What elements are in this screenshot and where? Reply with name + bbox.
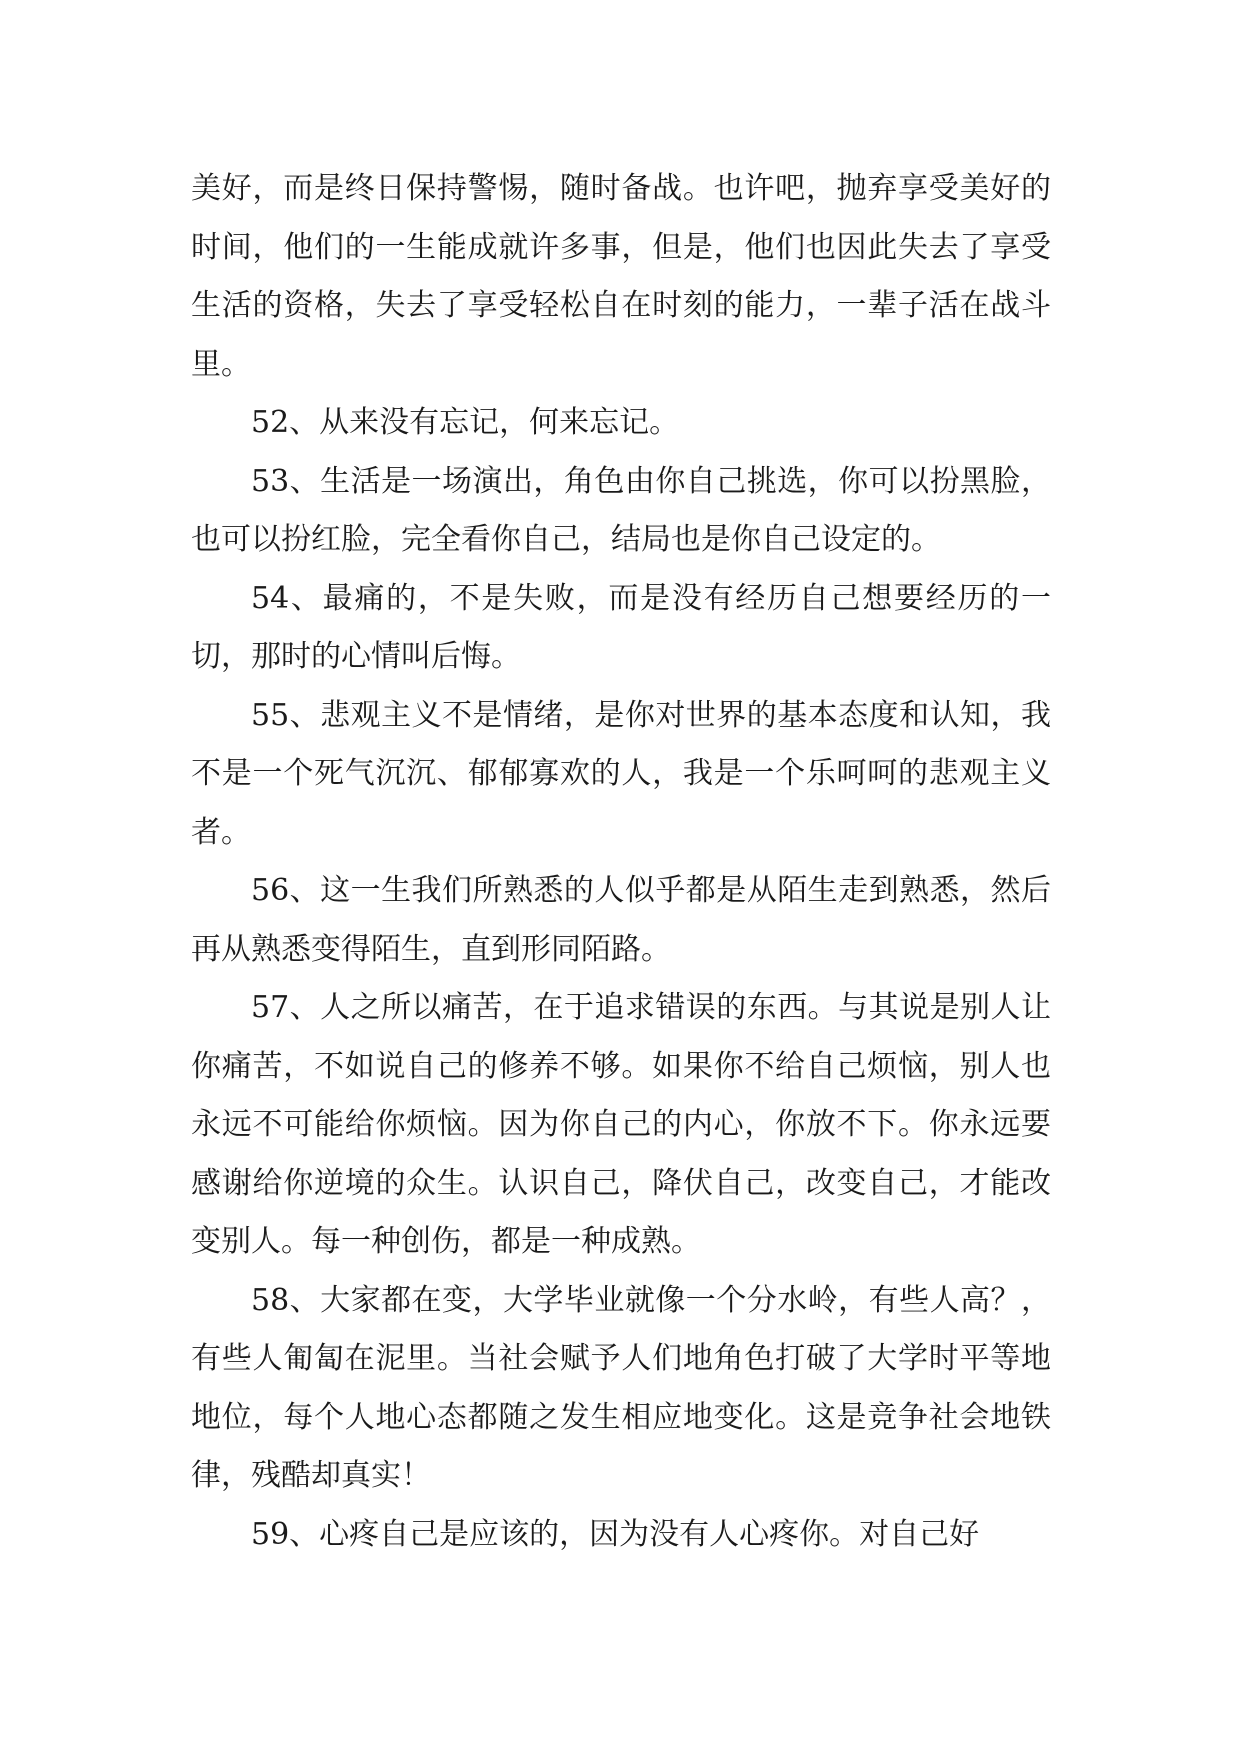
paragraph-53: 53、生活是一场演出，角色由你自己挑选，你可以扮黑脸，也可以扮红脸，完全看你自己，结局也是你自己设定的。 (191, 463, 1051, 557)
paragraph-58: 58、大家都在变，大学毕业就像一个分水岭，有些人高？，有些人匍匐在泥里。当社会赋予人们地角色打破了大学时平等地地位，每个人地心态都随之发生相应地变化。这是竞争社会地铁律，残酷却真实！ (191, 1282, 1051, 1493)
paragraph-55: 55、悲观主义不是情绪，是你对世界的基本态度和认知，我不是一个死气沉沉、郁郁寡欢的人，我是一个乐呵呵的悲观主义者。 (191, 697, 1051, 850)
paragraph-continuation: 美好，而是终日保持警惕，随时备战。也许吧，抛弃享受美好的时间，他们的一生能成就许多事，但是，他们也因此失去了享受生活的资格，失去了享受轻松自在时刻的能力，一辈子活在战斗里。 (191, 171, 1051, 382)
paragraph-59: 59、心疼自己是应该的，因为没有人心疼你。对自己好 (251, 1516, 980, 1552)
paragraph-57: 57、人之所以痛苦，在于追求错误的东西。与其说是别人让你痛苦，不如说自己的修养不够。如果你不给自己烦恼，别人也永远不可能给你烦恼。因为你自己的内心，你放不下。你永远要感谢给你逆境的众生。认识自己，降伏自己，改变自己，才能改变别人。每一种创伤，都是一种成熟。 (191, 990, 1051, 1259)
paragraph-52: 52、从来没有忘记，何来忘记。 (251, 405, 680, 440)
paragraph-56: 56、这一生我们所熟悉的人似乎都是从陌生走到熟悉，然后再从熟悉变得陌生，直到形同陌路。 (191, 873, 1051, 967)
paragraph-54: 54、最痛的，不是失败，而是没有经历自己想要经历的一切，那时的心情叫后悔。 (191, 580, 1051, 674)
document-page (191, 160, 1051, 1564)
